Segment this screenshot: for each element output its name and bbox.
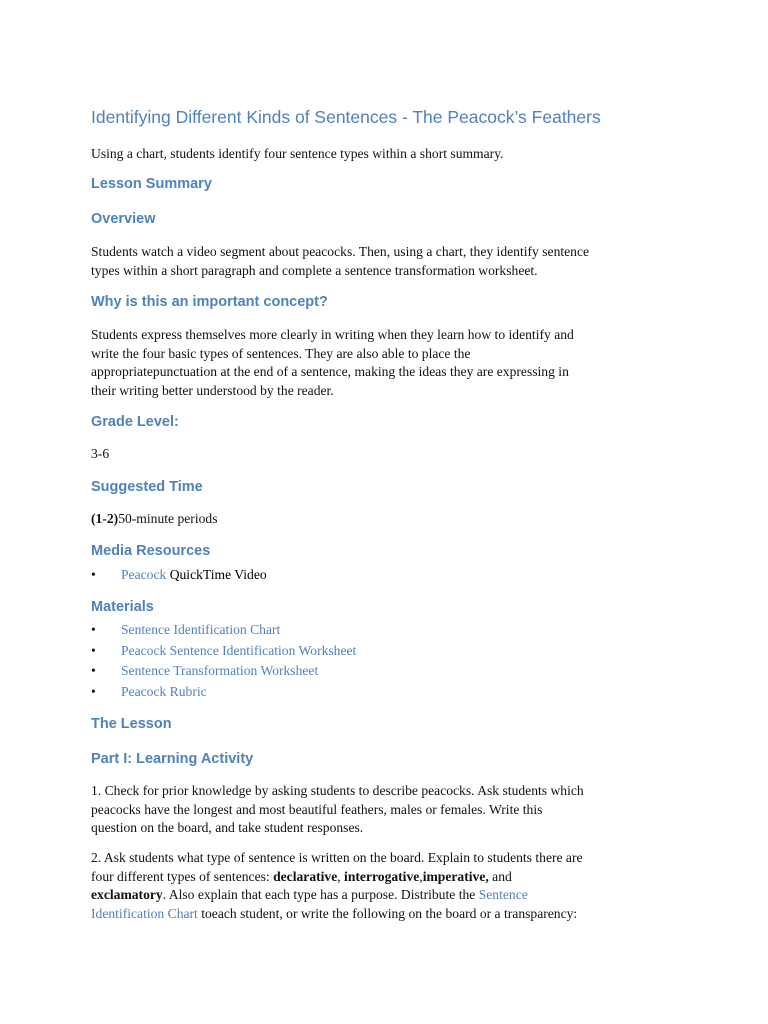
importance-line: write the four basic types of sentences. They are also able to place the — [91, 345, 471, 361]
step2-text: . Also explain that each type has a purpose. Distribute the — [162, 887, 479, 902]
sentence-link[interactable]: Sentence — [478, 887, 528, 902]
bullet-icon: • — [91, 663, 96, 678]
bullet-icon: • — [91, 567, 96, 582]
sentence-identification-chart-link[interactable]: Sentence Identification Chart — [121, 622, 281, 637]
and-text: and — [488, 868, 512, 884]
term-declarative: declarative — [273, 868, 338, 884]
overview-paragraph — [91, 243, 681, 280]
peacock-video-link[interactable]: Peacock — [121, 567, 167, 582]
materials-list-item — [91, 642, 356, 660]
importance-line: their writing better understood by the reader. — [91, 382, 334, 398]
time-range: (1-2) — [91, 511, 119, 526]
step1-line: 1. Check for prior knowledge by asking students to describe peacocks. Ask students which — [91, 783, 584, 798]
step2-line — [91, 905, 681, 924]
transformation-worksheet-link[interactable]: Sentence Transformation Worksheet — [121, 663, 319, 678]
overview-line: Students watch a video segment about peacocks. Then, using a chart, they identify sentence — [91, 244, 590, 259]
step2-text: toeach student, or write the following on the board or a transparency: — [197, 905, 578, 921]
the-lesson-heading: The Lesson — [91, 716, 172, 732]
overview-heading: Overview — [91, 211, 156, 227]
step2-line — [91, 886, 681, 905]
suggested-time-value — [91, 510, 681, 529]
step2-line — [91, 868, 681, 887]
step2-paragraph — [91, 849, 681, 923]
bullet-icon: • — [91, 684, 96, 699]
time-unit: 50-minute periods — [118, 511, 218, 526]
step1-line: question on the board, and take student responses. — [91, 820, 364, 835]
importance-line: Students express themselves more clearly in writing when they learn how to identify and — [91, 327, 574, 342]
suggested-time-heading: Suggested Time — [91, 479, 203, 495]
media-resources-heading: Media Resources — [91, 543, 211, 559]
bullet-icon: • — [91, 643, 96, 658]
step2-text: four different types of sentences: — [91, 868, 274, 884]
importance-line: appropriatepunctuation at the end of a sentence, making the ideas they are expressing in — [91, 364, 569, 379]
step2-line: 2. Ask students what type of sentence is written on the board. Explain to students there are — [91, 850, 583, 865]
term-exclamatory: exclamatory — [91, 887, 163, 902]
lesson-summary-heading: Lesson Summary — [91, 176, 212, 192]
step1-paragraph — [91, 782, 681, 838]
materials-list-item — [91, 662, 318, 680]
importance-paragraph — [91, 326, 681, 400]
bullet-icon: • — [91, 622, 96, 637]
step1-line: peacocks have the longest and most beautiful feathers, males or females. Write this — [91, 801, 543, 817]
intro-text: Using a chart, students identify four sentence types within a short summary. — [91, 146, 504, 161]
term-interrogative: interrogative — [344, 868, 420, 884]
importance-heading: Why is this an important concept? — [91, 294, 328, 310]
identification-chart-link[interactable]: Identification Chart — [91, 905, 198, 921]
overview-line: types within a short paragraph and complete a sentence transformation worksheet. — [91, 262, 538, 278]
term-imperative: imperative, — [422, 868, 489, 884]
separator: , — [337, 868, 345, 884]
peacock-worksheet-link[interactable]: Peacock Sentence Identification Worksheet — [121, 643, 357, 658]
media-item-text: QuickTime Video — [166, 567, 267, 582]
part1-heading: Part I: Learning Activity — [91, 751, 254, 767]
page-title: Identifying Different Kinds of Sentences - The Peacock’s Feathers — [91, 107, 601, 127]
materials-heading: Materials — [91, 599, 154, 615]
peacock-rubric-link[interactable]: Peacock Rubric — [121, 684, 207, 699]
materials-list-item — [91, 683, 207, 701]
materials-list-item — [91, 621, 280, 639]
separator: , — [419, 868, 423, 884]
media-list-item — [91, 566, 267, 584]
grade-level-value: 3-6 — [91, 446, 110, 461]
grade-level-heading: Grade Level: — [91, 414, 179, 430]
